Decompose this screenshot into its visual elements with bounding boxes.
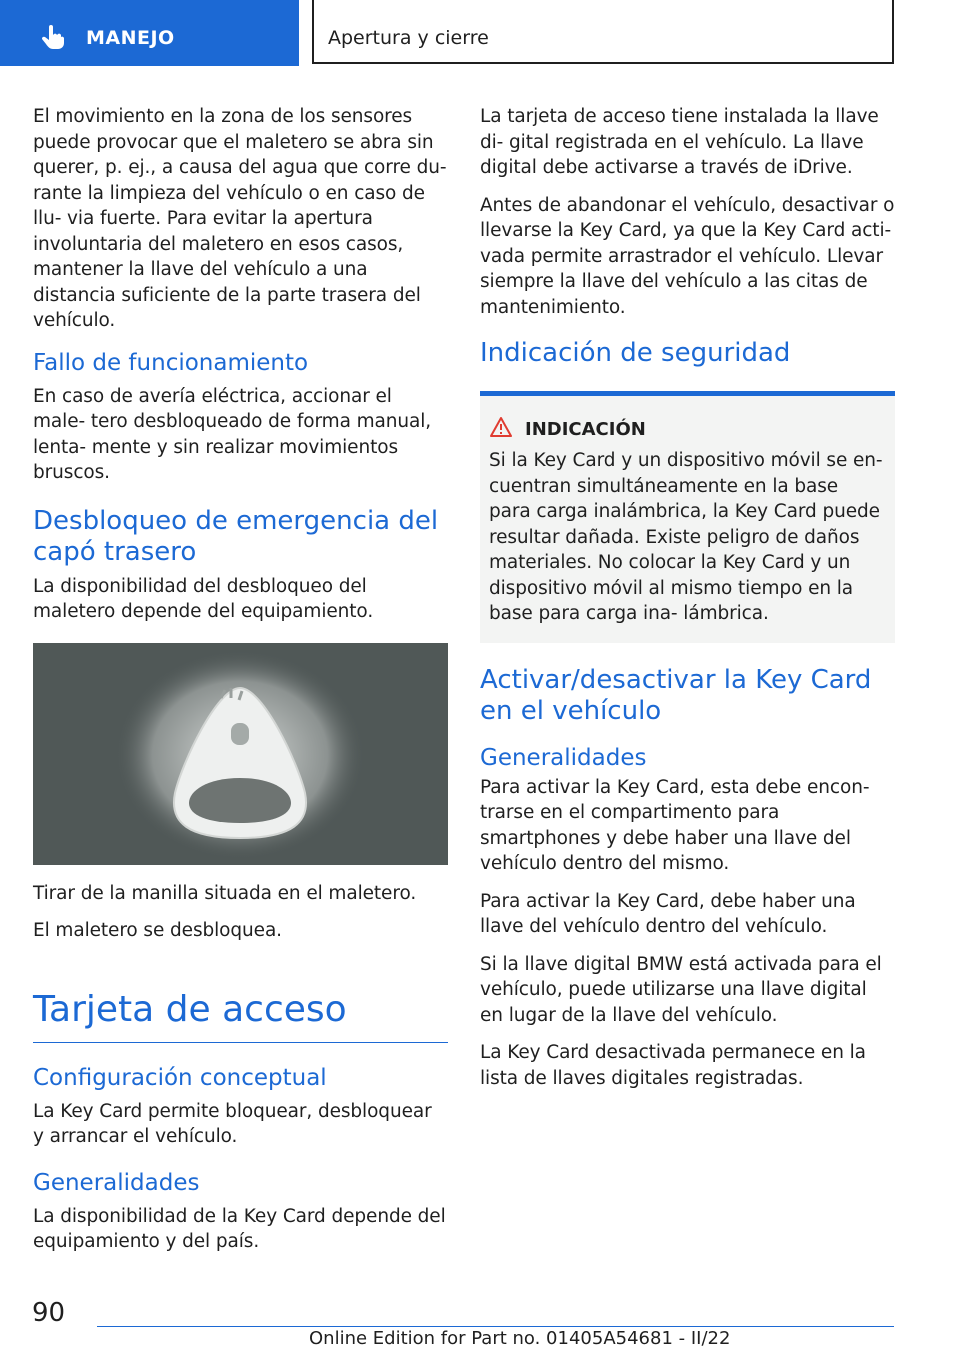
section-header [312,0,894,64]
deactivate-paragraph: Antes de abandonar el vehículo, desactivar o llevarse la Key Card, ya que la Key Card acti- vada permite arrastrador el vehículo. Llevar siempre la llave del vehículo a las citas de mantenimiento. [480,194,895,318]
hand-pointer-icon [40,24,66,54]
right-column [480,104,895,1103]
page-number: 90 [32,1298,66,1328]
safety-notice [480,391,895,643]
edition-note: Online Edition for Part no. 01405A54681 - II/22 [309,1328,731,1349]
notice-text: Si la Key Card y un dispositivo móvil se en- cuentran simultáneamente en la base para carga inalámbrica, la Key Card puede resultar dañada. Existe peligro de daños materiales. No colocar la Key Card y un dispositivo móvil al mismo tiempo en la base para carga ina- lámbrica. [489,450,883,624]
activate-heading: Activar/desactivar la Key Card en el vehículo [480,664,872,726]
activate-paragraph-4: La Key Card desactivada permanece en la lista de llaves digitales registradas. [480,1042,866,1089]
step-pull-handle: Tirar de la manilla situada en el maletero. [33,882,417,904]
activate-paragraph-1: Para activar la Key Card, esta debe encon- trarse en el compartimento para smartphones y debe haber una llave del vehículo dentro del mismo. [480,776,870,874]
digital-key-paragraph: La tarjeta de acceso tiene instalada la llave di- gital registrada en el vehículo. La llave digital debe activarse a través de iDrive. [480,106,879,178]
fault-heading: Fallo de funcionamiento [33,349,309,376]
chapter-title: Tarjeta de acceso [33,988,347,1030]
activate-paragraph-2: Para activar la Key Card, debe haber una llave del vehículo dentro del vehículo. [480,890,856,937]
section-title: Apertura y cierre [328,27,489,49]
notice-title: INDICACIÓN [525,418,646,440]
warning-triangle-icon [489,416,513,442]
fault-paragraph: En caso de avería eléctrica, accionar el male- tero desbloqueado de forma manual, lenta- mente y sin realizar movimientos bruscos. [33,385,432,483]
activate-paragraph-3: Si la llave digital BMW está activada para el vehículo, puede utilizarse una llave digital en lugar de la llave del vehículo. [480,953,882,1026]
concept-paragraph: La Key Card permite bloquear, desbloquear y arrancar el vehículo. [33,1100,432,1147]
chapter-tab [0,0,299,66]
concept-heading: Configuración conceptual [33,1064,327,1091]
left-column [33,104,448,1267]
general-heading-right: Generalidades [480,744,647,771]
chapter-divider [33,1042,448,1043]
emergency-heading: Desbloqueo de emergencia del capó trasero [33,505,439,567]
general-paragraph-left: La disponibilidad de la Key Card depende del equipamiento y del país. [33,1205,446,1252]
safety-heading: Indicación de seguridad [480,338,791,368]
general-heading-left: Generalidades [33,1169,200,1196]
step-trunk-unlocks: El maletero se desbloquea. [33,920,282,941]
intro-paragraph: El movimiento en la zona de los sensores puede provocar que el maletero se abra sin querer, p. ej., a causa del agua que corre du- rante la limpieza del vehículo o en caso de llu- via fuerte. Para evitar la apertura involuntaria del maletero en esos casos, mantener la llave del vehículo a una distancia suficiente de la parte trasera del vehículo. [33,106,447,331]
trunk-release-handle-illustration [33,643,448,865]
notice-header [489,416,885,442]
emergency-paragraph: La disponibilidad del desbloqueo del maletero depende del equipamiento. [33,575,374,622]
chapter-label: MANEJO [86,27,175,49]
footer-divider [97,1326,894,1327]
